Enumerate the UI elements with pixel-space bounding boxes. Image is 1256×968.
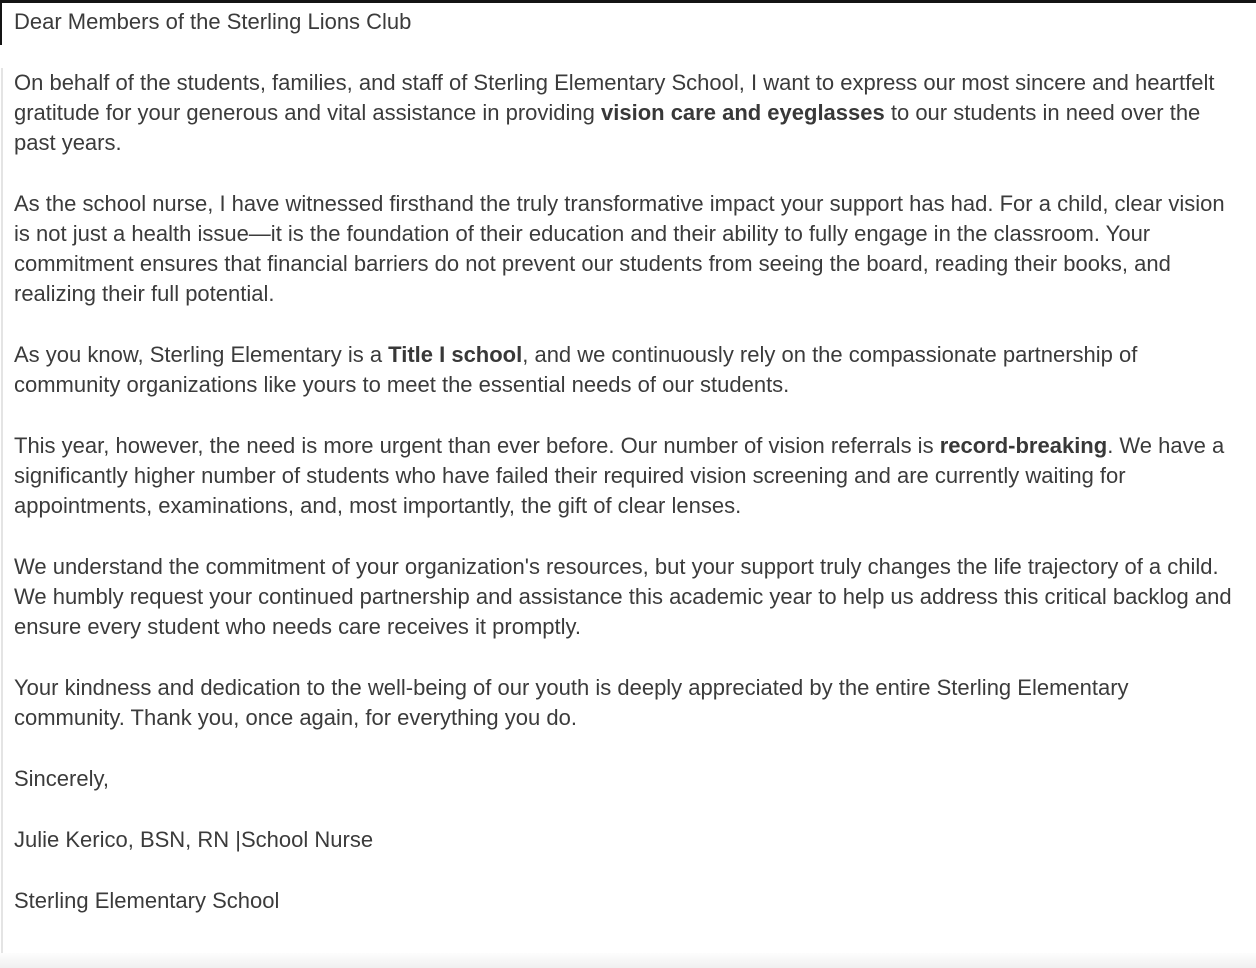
- paragraph-impact: [14, 189, 1236, 309]
- left-border-segment: [0, 0, 2, 45]
- text-segment: As you know, Sterling Elementary is a: [14, 342, 389, 367]
- paragraph-closing: [14, 764, 1236, 794]
- paragraph-appreciation: [14, 673, 1236, 733]
- paragraph-urgent-need: [14, 431, 1236, 521]
- text-segment: This year, however, the need is more urgent than ever before. Our number of vision referrals is: [14, 433, 940, 458]
- text-segment: Sterling Elementary School: [14, 888, 280, 913]
- text-segment: record-breaking: [939, 433, 1108, 458]
- top-border-line: [0, 0, 1256, 3]
- paragraph-salutation: [14, 7, 1236, 37]
- text-segment: to our students in need over the past years.: [14, 100, 1201, 155]
- text-segment: As the school nurse, I have witnessed firsthand the truly transformative impact your support has had. For a child, clear vision is not just a health issue—it is the foundation of their education and their ability to fully engage in the classroom. Your commitment ensures that financial barriers do not prevent our students from seeing the board, reading their books, and realizing their full potential.: [14, 191, 1225, 306]
- paragraph-signature-name-title: [14, 825, 1236, 855]
- paragraph-request: [14, 552, 1236, 642]
- text-segment: Sincerely,: [14, 766, 109, 791]
- paragraph-title-one-school: [14, 340, 1236, 400]
- bottom-edge-strip: [0, 953, 1256, 968]
- quote-left-line: [1, 68, 3, 956]
- text-segment: , and we continuously rely on the compassionate partnership of community organizations like yours to meet the essential needs of our students.: [14, 342, 1138, 397]
- paragraph-gratitude: [14, 68, 1236, 158]
- text-segment: Dear Members of the Sterling Lions Club: [14, 9, 412, 34]
- text-segment: . We have a significantly higher number of students who have failed their required vision screening and are currently waiting for appointments, examinations, and, most importantly, the gift of clear lenses.: [14, 433, 1225, 518]
- text-segment: Your kindness and dedication to the well-being of our youth is deeply appreciated by the entire Sterling Elementary community. Thank you, once again, for everything you do.: [14, 675, 1129, 730]
- paragraph-signature-organization: [14, 886, 1236, 916]
- text-segment: We understand the commitment of your organization's resources, but your support truly changes the life trajectory of a child. We humbly request your continued partnership and assistance this academic year to help us address this critical backlog and ensure every student who needs care receives it promptly.: [14, 554, 1232, 639]
- text-segment: Julie Kerico, BSN, RN |School Nurse: [14, 827, 374, 852]
- text-segment: Title I school: [388, 342, 523, 367]
- text-segment: On behalf of the students, families, and staff of Sterling Elementary School, I want to express our most sincere and heartfelt gratitude for your generous and vital assistance in providing: [14, 70, 1215, 125]
- text-segment: vision care and eyeglasses: [601, 100, 885, 125]
